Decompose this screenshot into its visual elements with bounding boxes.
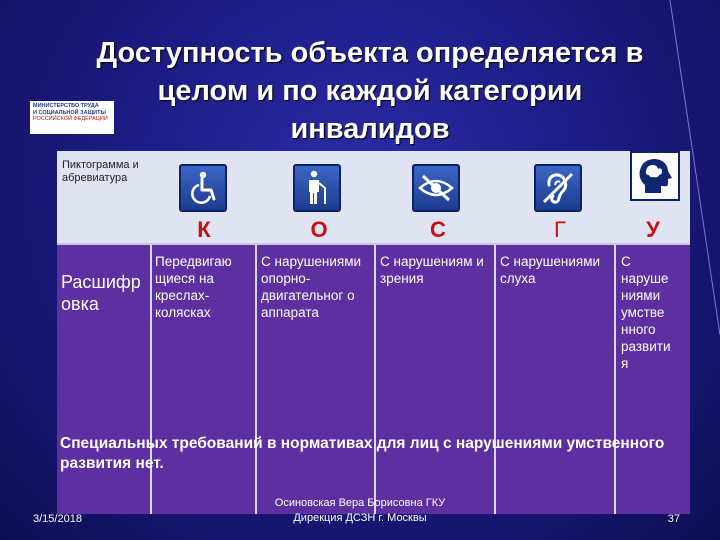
page-number: 37	[667, 513, 680, 525]
cane-person-icon	[293, 164, 341, 212]
abbr-s: С	[430, 217, 446, 242]
decode-header: Расшифр овка	[61, 272, 141, 314]
abbr-u: У	[646, 217, 660, 242]
abbr-g: Г	[554, 217, 566, 242]
logo-line-3: РОССИЙСКОЙ ФЕДЕРАЦИИ	[33, 116, 108, 122]
wheelchair-icon	[179, 164, 227, 212]
title-line-2: целом и по каждой категории	[157, 75, 583, 107]
footer-author	[230, 496, 490, 526]
decode-cell-u: С наруше ниями умстве нного развити я	[621, 254, 671, 371]
note-text: Специальных требований в нормативах для лиц с нарушениями умственного развития нет.	[60, 435, 665, 472]
decode-cell-k: Передвигаю щиеся на креслах-колясках	[155, 254, 232, 320]
footer-author-line-1: Осиновская Вера Борисовна ГКУ	[274, 497, 446, 509]
pictogram-header: Пиктограмма и абревиатура	[62, 159, 139, 184]
ministry-logo	[30, 101, 114, 134]
head-profile-icon	[630, 151, 680, 201]
crossed-ear-icon	[534, 164, 582, 212]
crossed-eye-icon	[412, 164, 460, 212]
logo-line-2: И СОЦИАЛЬНОЙ ЗАЩИТЫ	[33, 109, 106, 116]
decode-cell-o: С нарушениями опорно-двигательног о аппарата	[261, 254, 362, 320]
decode-cell-s: С нарушениям и зрения	[380, 254, 484, 286]
logo-line-1: МИНИСТЕРСТВО ТРУДА	[33, 103, 99, 109]
decode-cell-g: С нарушениями слуха	[500, 254, 601, 286]
slide-title	[40, 34, 700, 148]
abbr-o: О	[310, 217, 328, 242]
footer-date: 3/15/2018	[33, 513, 82, 525]
title-line-1: Доступность объекта определяется в	[96, 37, 644, 69]
footer-author-line-2: Дирекция ДСЗН г. Москвы	[293, 512, 427, 524]
abbr-k: К	[197, 217, 211, 242]
title-line-3: инвалидов	[290, 113, 450, 145]
